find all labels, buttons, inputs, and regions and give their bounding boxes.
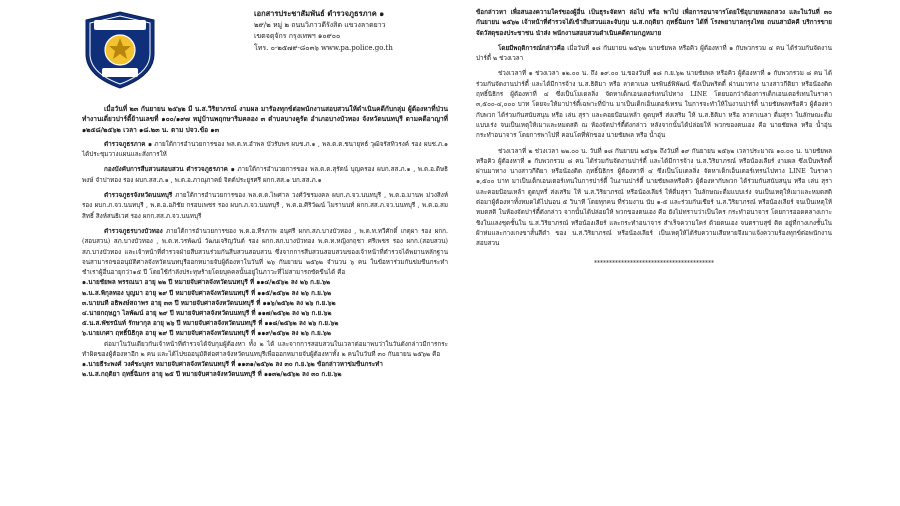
paragraph-region-1 <box>82 140 448 161</box>
document-header <box>82 8 448 104</box>
paragraph-station-police <box>82 227 448 278</box>
investigation-division-label: กองบังคับการสืบสวนสอบสวน ตำรวจภูธรภาค ๑ <box>104 166 235 174</box>
paragraph-follow-up: ต่อมาในวันเดียวกันเจ้าหน้าที่ตำรวจได้จับกุมผู้ต้องหา ทั้ง ๒ ได้ และจากการสอบสวนในเวลาต่อมาพบว่าในวันดังกล่าวมีการกระทำผิดของผู้ต้องหาอีก ๒ คน และได้ไปขออนุมัติต่อศาลจังหวัดนนทบุรีเพื่อออกหมายจับผู้ต้องหาทั้ง ๒ คนในวันที่ ๓๐ กันยายน ๒๕๖๒ คือ <box>82 340 448 358</box>
lead-paragraph: เมื่อวันที่ ๒๓ กันยายน ๒๕๖๒ มี น.ส.วิริยาภรณ์ งามผล มารัองทุกข์ต่อพนักงานสอบสวนให้ดำเนินคดีกับกลุ่ม ผู้ต้องหาที่ป่วนทำงานเดี่ยวปาร์ตี้ย้านเลขที่ ๑๐๐/๑๙๗ หมู่บ้านพฤกษาริมคลอง ๓ ตำบลบางคูรัด อำเภอบางบัวทอง จังหวัดนนทบุรี ตามคดีอาญาที่ ๑๒๕๘/๒๕๖๒ เวลา ๑๘.๒๓ น. ตาม ปจว.ข้อ ๑๓ <box>82 105 448 134</box>
suspect-list-2 <box>82 360 448 380</box>
paragraph-circumstances <box>476 44 832 65</box>
suspect-list <box>82 278 448 339</box>
list-item: ๑.นายธีระพงศ์ วงศ์ชะบุตร หมายจับศาลจังหวัดนนทบุรี ที่ ๑๑๓๑/๒๕๖๒ ลง ๓๐ ก.ย.๖๒ ข้อกล่าวหาข่มขืนกระทำ <box>82 361 383 369</box>
police-emblem-logo <box>82 10 158 90</box>
list-item: ๕.น.ส.พัชรนันท์ รักษากุล อายุ ๒๖ ปี หมายจับศาลจังหวัดนนทบุรี ที่ ๑๑๘/๒๕๖๒ ลง ๒๖ ก.ย.๖๒ <box>82 320 339 328</box>
separator-line: **************************************** <box>594 259 714 267</box>
circumstances-label: โดยมีพฤติการณ์กล่าวคือ <box>498 44 565 52</box>
list-item: ๒.น.ส.กฤติยา ฤทธิ์ฉิมกร อายุ ๒๕ ปี หมายจับศาลจังหวัดนนทบุรี ที่ ๑๑๓๒/๒๕๖๒ ลง ๓๐ ก.ย.๖๒ <box>82 371 342 379</box>
provincial-police-text: ภายใต้การอำนวยการของ พล.ต.ต.ไพศาล วงศ์วัชรมงคล ผบก.ภ.จว.นนทบุรี , พ.ต.อ.มานพ ม่วงสิงห์ รอง ผบก.ภ.จว.นนทบุรี , พ.ต.อ.อภิชัย กรอบเพชร รอง ผบก.ภ.จว.นนทบุรี , พ.ต.อ.ศิริวัฒน์ ไมรานนท์ ผกก.สส.ภ.จว.นนทบุรี , พ.ต.อ.สมสิทธิ์ สิงห์สนธิเวศ รอง ผกก.สส.ภ.จว.นนทบุรี <box>82 192 448 220</box>
region-1-label: ตำรวจภูธรภาค ๑ <box>104 140 153 148</box>
agency-block <box>254 8 393 54</box>
agency-contact: โทร. ๐-๒๕๗๙-๘๐๓๖ www.pa.police.go.th <box>254 43 393 52</box>
list-item: ๖.นายเกศา ฤทธิ์นิธิกุล อายุ ๒๙ ปี หมายจับศาลจังหวัดนนทบุรี ที่ ๑๑๙/๒๕๖๒ ลง ๒๖ ก.ย.๖๒ <box>82 330 332 338</box>
paragraph-period-1: ช่วงเวลาที่ ๑ ช่วงเวลา ๑๒.๐๐ น. ถึง ๑๙.๐๐ น.ของวันที่ ๑๘ ก.ย.๖๒ นายชัยพล หรือคิว ผู้ต้องหาที่ ๑ กับพวกรวม ๘ คน ได้ร่วมกันจัดงานปาร์ตี้ และได้มีการจ้าง น.ส.ธิติมา หรือ ลาตาเนล นรพินธ์พิพัฒน์ ซึ่งเป็นพริตตี้ ผ่านมาทาง นางสาวกีติยา หรือน้องติด ฤทธิ์นิธิกร ผู้ต้องหาที่ ๔ ซึ่งเป็นโมเดลลิ่ง จัดหาเด็กเอนเตอร์เทนไปทาง LINE โดยบอกว่าต้องการเด็กเอนเตอร์เทนในราคา ๓,๕๐๐-๔,๐๐๐ บาท โดยจะให้มาปาร์ตี้เฉพาะที่บ้าน มาเป็นเด็กเอ็นเตอร์เทรน ในการจะทำให้ในงานปาร์ตี้ นายชัยพลหรือคิว ผู้ต้องหากับพวก ได้ร่วมกันสนับสนุน หรือ เล่น สุรา และคอยป้อนเหล้า ดูดบุหรี่ ส่งเสริม ให้ น.ส.ธิติมา หรือ ลาตาเนลา ดื่มสุรา ในลักษณะดื่มแบบเร่ง จนเป็นเหตุให้เมาและหมดสติ ณ ห้องจัดปาร์ตี้ดังกล่าว หลังจากนั้นได้ปล่อยให้ พวกของตนเอง คือ นายชัยพล หรือ น้ำอุ่น กระทำอนาจาร โดยการพาไปที่ คอนโดที่พักของ นายชัยพล หรือ น้ำอุ่น <box>476 70 832 140</box>
region-1-text: ภายใต้การอำนวยการของ พล.ต.ท.อำพล บัวรับพร ผบช.ภ.๑ , พล.ต.ต.ชนายุทธ์ วุฒิจรัสทิวรงค์ รอง ผบช.ภ.๑ ได้ประชุมวางแผนและสั่งการให้ <box>82 140 448 159</box>
station-police-text: ภายใต้การอำนวยการของ พ.ต.อ.ทีรภาพ อนุศรี ผกก.สภ.บางบัวทอง , พ.ต.ท.ทวีศักดิ์ เกตุผา รอง ผกก.(สอบสวน) สภ.บางบัวทอง , พ.ต.ท.วรพัฒน์ วัฒนเจริญวันต์ รอง ผกก.สภ.บางบัวทอง พ.ต.ท.หญิงกฤชา ศรีเพชร รอง ผกก.(สอบสวน) สภ.บางบัวทอง และเจ้าหน้าที่ตำรวจฝ่ายสืบสวนร่วมกันสืบสวนสอบสวน ซึ่งจากการสืบสวนสอบสวนของเจ้าหน้าที่ตำรวจได้พยานหลักฐาน จนสามารถขออนุมัติศาลจังหวัดนนทบุรีออกหมายจับผู้ต้องหาในวันที่ ๒๖ กันยายน ๒๕๖๒ จำนวน ๖ คน ในข้อหาร่วมกันข่มขืนกระทำชำเราผู้อื่นอายุกว่า๑๕ ปี โดยใช้กำลังประทุษร้ายโดยบุคคลนั้นอยู่ในภาวะที่ไม่สามารถขัดขืนได้ คือ <box>82 227 448 277</box>
station-police-label: ตำรวจภูธรบางบัวทอง <box>104 227 163 235</box>
paragraph-provincial-police <box>82 191 448 222</box>
list-item: ๔.นายกฤษฎา ไลพัฒน์ อายุ ๒๙ ปี หมายจับศาลจังหวัดนนทบุรี ที่ ๑๑๗/๒๕๖๒ ลง ๒๖ ก.ย.๖๒ <box>82 310 332 318</box>
investigation-division-text: ภายใต้การอำนวยการของ พล.ต.ต.สุรัตน์ บุญครอง ผบก.สส.ภ.๑ , พ.ต.อ.ดิษธิพงษ์ จำปาทอง รอง ผบก.สส.ภ.๑ , พ.ต.อ.ภาณุภาคย์ จิตต์ประยูรศรี ผกก.สส.๑ บก.สส.ภ.๑ <box>82 166 448 184</box>
police-emblem-icon <box>82 10 158 90</box>
agency-name: เอกสารประชาสัมพันธ์ ตำรวจภูธรภาค ๑ <box>254 9 385 18</box>
paragraph-period-2: ช่วงเวลาที่ ๒ ช่วงเวลา ๒๒.๐๐ น. วันที่ ๑๘ กันยายน ๒๕๖๒ ถึงวันที่ ๑๙ กันยายน ๒๕๖๒ เวลาประมาณ ๑๐.๐๐ น. นายชัยพล หรือคิว ผู้ต้องหาที่ ๑ กับพวกรวม ๘ คน ได้ร่วมกันจัดงานปาร์ตี้ และได้มีการจ้าง น.ส.วิริยาภรณ์ หรือน้องเลียร์ งามผล ซึ่งเป็นพริตตี้ ผ่านมาทาง นางสาวกีติยา หรือน้องติด ฤทธิ์นิธิกร ผู้ต้องหาที่ ๔ ซึ่งเป็นโมเดลลิ่ง จัดหาเด็กเอ็นเตอร์เทรนไปทาง LINE ในราคา ๑,๕๐๐ บาท มาเป็นเด็กเอนเตอร์เทนในการปาร์ตี้ ในงานปาร์ตี้ นายชัยพลหรือคิว ผู้ต้องหากับพวก ได้ร่วมกันสนับสนุน หรือ เล่น สุรา และคอยป้อนเหล้า ดูดบุหรี่ ส่งเสริม ให้ น.ส.วิริยาภรณ์ หรือน้องเลียร์ ให้ดื่มสุรา ในลักษณะดื่มแบบเร่ง จนเป็นเหตุให้เมาและหมดสติ ต่อมาผู้ต้องหาทั้งหมดได้ไปนอน ๕ วินาที โดยทุกคน ที่ร่วมงาน นับ ๑-๕ และร่วมกันเชียร์ น.ส.วิริยาภรณ์ หรือน้องเลียร์ จนเป็นเหตุให้หมดสติ ในห้องจัดปาร์ตี้ดังกล่าว จากนั้นได้ปล่อยให้ พวกของตนเอง คือ ยังไม่ทราบว่าเป็นใคร กระทำอนาจาร โดยการออดคลางเกาะชิงในแลงชุดชั้นใน น.ส.วิริยาภรณ์ หรือน้องเลียร์ และกระทำอนาจาร สำเร็จความใคร่ ด้วยตนเอง จนตราบสุข์ ติด อยู่ที่กางเกงชั้นใน ผ้าห่มและกางเกงขาสั้นสีดำ ของ น.ส.วิริยาภรณ์ หรือน้องเลียร์ เป็นเหตุให้ได้รับความเสียหายจึงมาแจ้งความร้องทุกข์ต่อพนักงานสอบสวน <box>476 147 832 248</box>
left-column <box>82 8 448 381</box>
paragraph-charges: ข้อกล่าวหา เพื่อสนองความใคร่ของผู้อื่น เป็นธุระจัดหา ล่อไป หรือ พาไป เพื่อการอนาจารโดยใช้อุบายหลอกลวง และในวันที่ ๓๐ กันยายน ๒๕๖๒ เจ้าหน้าที่ตำรวจได้เข้าสืบสวนและจับกุม น.ส.กฤติยา ฤทธิ์ฉิมกร ได้ที่ โรงพยาบาลกรุงไทย ถนนสามัคคี บริการขายจัดวัสดุของประชาชน นำส่ง พนักงานสอบสวนดำเนินคดีตามกฎหมาย <box>476 9 832 37</box>
circumstances-text: เมื่อวันที่ ๑๘ กันยายน ๒๕๖๒ นายชัยพล หรือคิว ผู้ต้องหาที่ ๑ กับพวกรวม ๔ คน ได้ร่วมกันจัดงานปาร์ตี้ ๒ ช่วงเวลา <box>476 44 832 63</box>
agency-address-line-2: เขตจตุจักร กรุงเทพฯ ๑๐๙๐๐ <box>254 32 341 40</box>
list-item: ๑.นายชัยพล พรรณนา อายุ ๒๒ ปี หมายจับศาลจังหวัดนนทบุรี ที่ ๑๑๔/๒๕๖๒ ลง ๒๖ ก.ย.๖๒ <box>82 279 331 287</box>
provincial-police-label: ตำรวจภูธรจังหวัดนนทบุรี <box>104 192 173 200</box>
list-item: ๓.นายนที อธิพงษ์สถาพร อายุ ๓๓ ปี หมายจับศาลจังหวัดนนทบุรี ที่ ๑๑๖/๒๕๖๒ ลง ๒๖ ก.ย.๖๒ <box>82 299 336 307</box>
right-column <box>476 8 832 267</box>
paragraph-investigation-division <box>82 165 448 186</box>
list-item: ๒.น.ส.พิกุลทอง บุญมา อายุ ๒๙ ปี หมายจับศาลจังหวัดนนทบุรี ที่ ๑๑๕/๒๕๖๒ ลง ๒๖ ก.ย.๖๒ <box>82 289 332 297</box>
agency-address-line-1: ๒๙/๒ หมู่ ๒ ถนนวิภาวดีรังสิต แขวงลาดยาว <box>254 20 386 29</box>
